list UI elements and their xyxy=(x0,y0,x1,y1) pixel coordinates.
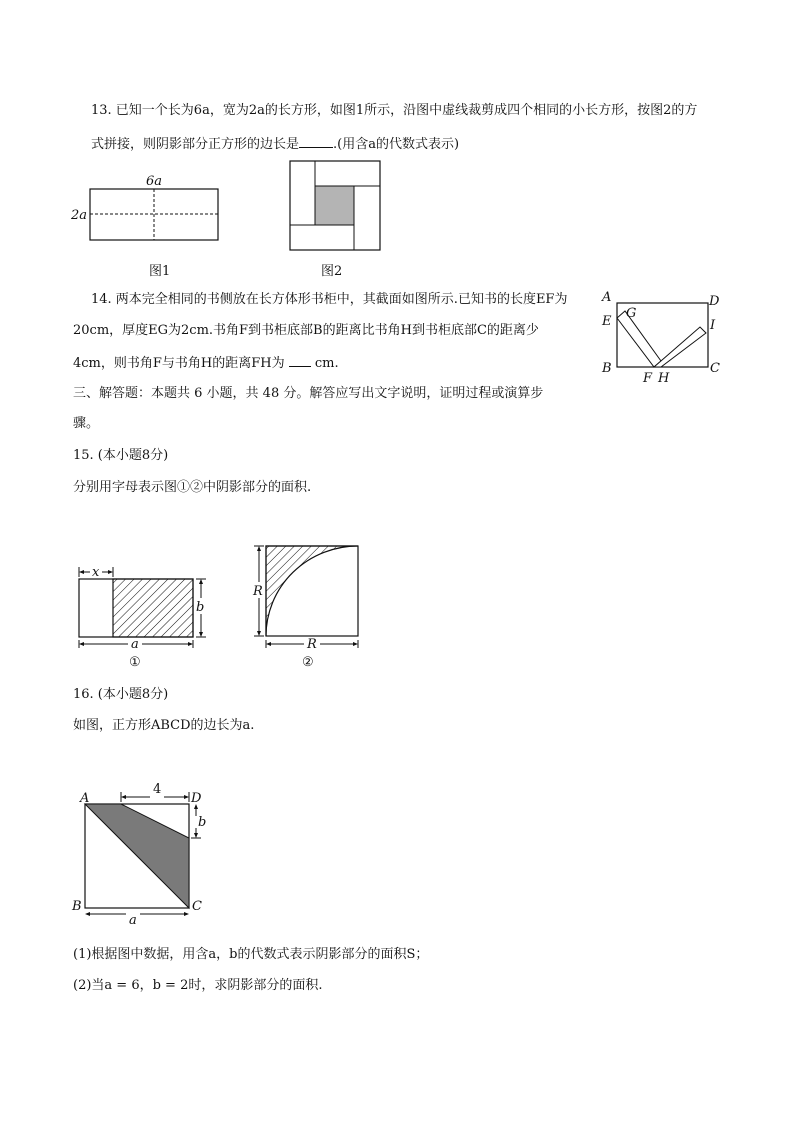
q15-fig1-caption: ① xyxy=(129,655,141,670)
q14-label-G: G xyxy=(626,306,637,321)
q15-fig1-label-b: b xyxy=(196,600,205,615)
q16-heading: 16. (本小题8分) xyxy=(73,687,169,702)
q13-fig1-top-label: 6a xyxy=(146,174,163,189)
q14-line2: 20cm，厚度EG为2cm.书角F到书柜底部B的距离比书角H到书柜底部C的距离少 xyxy=(73,323,539,338)
q13-fig2-caption: 图2 xyxy=(321,264,343,279)
q15-fig1-label-a: a xyxy=(131,637,139,652)
q14-label-C: C xyxy=(710,361,720,376)
q14-label-F: F xyxy=(643,371,653,386)
q16-part1: (1)根据图中数据，用含a，b的代数式表示阴影部分的面积S； xyxy=(73,947,429,962)
q14-label-E: E xyxy=(602,314,612,329)
q14-label-B: B xyxy=(602,361,612,376)
q13-line2-post: .(用含a的代数式表示) xyxy=(333,137,460,152)
q15-fig1-label-x: x xyxy=(92,565,100,580)
q14-line3-pre: 4cm，则书角F与书角H的距离FH为 xyxy=(73,356,285,371)
q16-fig-label-C: C xyxy=(192,899,202,914)
q16-fig-label-b: b xyxy=(198,815,207,830)
q14-line1: 14. 两本完全相同的书侧放在长方体形书柜中，其截面如图所示.已知书的长度EF为 xyxy=(91,292,568,307)
q15-fig2-label-R-left: R xyxy=(253,584,263,599)
q14-label-A: A xyxy=(602,290,612,305)
q16-text: 如图，正方形ABCD的边长为a. xyxy=(73,718,255,733)
q14-label-H: H xyxy=(658,371,670,386)
q16-fig-label-B: B xyxy=(72,899,82,914)
q13-line1: 13. 已知一个长为6a，宽为2a的长方形，如图1所示，沿图中虚线裁剪成四个相同的小长方形，按图2的方 xyxy=(91,103,698,118)
q14-label-I: I xyxy=(710,318,716,333)
q13-line2-pre: 式拼接，则阴影部分正方形的边长是 xyxy=(91,137,300,152)
q15-fig2-label-R-bottom: R xyxy=(307,637,317,652)
q13-fig1-left-label: 2a xyxy=(71,208,88,223)
q16-part2: (2)当a = 6，b = 2时，求阴影部分的面积. xyxy=(73,978,323,993)
q16-fig-label-a: a xyxy=(129,913,137,928)
q14-label-D: D xyxy=(709,294,720,309)
q16-fig-label-A: A xyxy=(80,791,90,806)
q14-line3-post: cm. xyxy=(314,356,339,371)
q15-text: 分别用字母表示图①②中阴影部分的面积. xyxy=(73,480,312,495)
section3-line1: 三、解答题：本题共 6 小题，共 48 分。解答应写出文字说明，证明过程或演算步 xyxy=(73,386,544,401)
q13-fig1-caption: 图1 xyxy=(149,264,171,279)
q15-fig2-caption: ② xyxy=(302,655,314,670)
q15-heading: 15. (本小题8分) xyxy=(73,448,169,463)
section3-line2: 骤。 xyxy=(73,416,100,431)
q16-fig-label-4: 4 xyxy=(153,782,162,797)
q16-fig-label-D: D xyxy=(191,791,202,806)
